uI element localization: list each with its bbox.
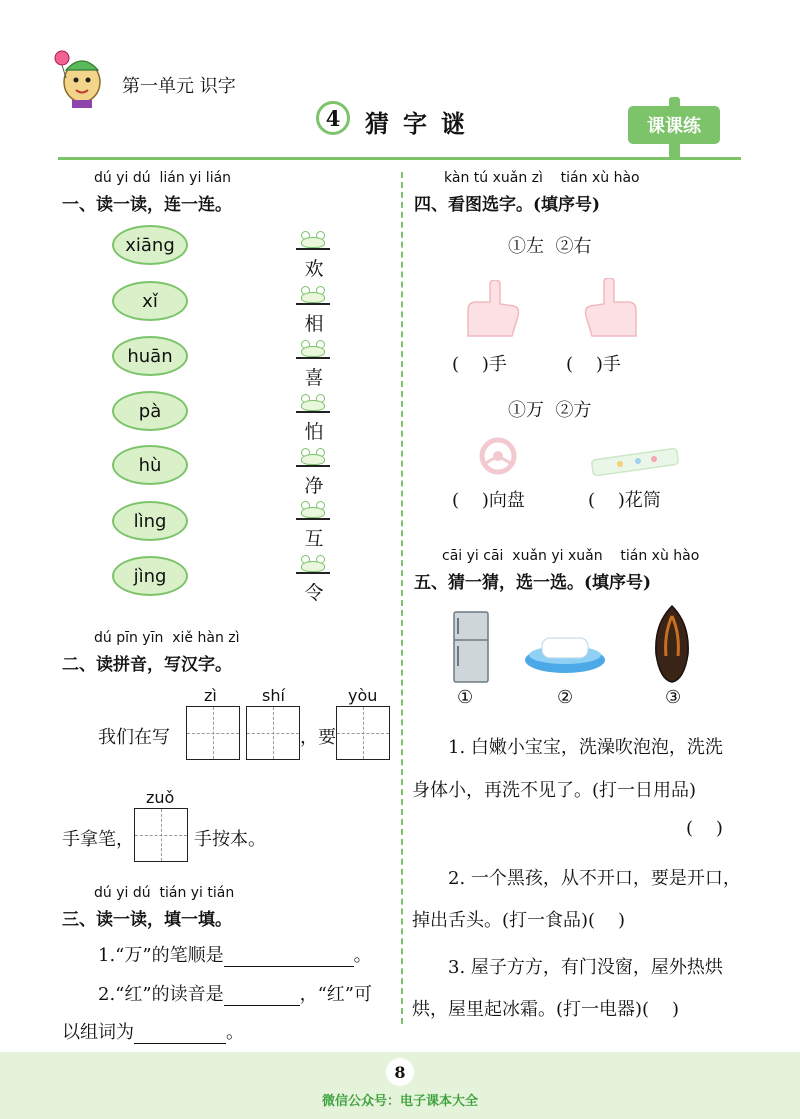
- section2-heading: 二、读拼音，写汉字。: [62, 655, 232, 675]
- frog-icon: [296, 284, 330, 306]
- frog-icon: [296, 392, 330, 414]
- column-divider: [401, 172, 403, 1024]
- picture-label: ②: [557, 687, 574, 708]
- answer-blank[interactable]: [134, 1026, 226, 1044]
- pinyin-hint: shí: [262, 686, 285, 705]
- fill-blank[interactable]: ( )花筒: [588, 490, 661, 511]
- right-hand-icon: [580, 278, 644, 342]
- riddle-text: 掉出舌头。(打一食品)( ): [412, 910, 625, 931]
- riddle-text: 1. 白嫩小宝宝，洗澡吹泡泡，洗洗: [448, 737, 723, 758]
- kaleidoscope-icon: [590, 446, 682, 476]
- lesson-number: 4: [316, 101, 350, 135]
- lesson-badge: 课课练: [628, 106, 720, 144]
- writing-box[interactable]: [134, 808, 188, 862]
- frog-icon: [296, 499, 330, 521]
- riddle-text: 身体小，再洗不见了。(打一日用品): [412, 780, 697, 801]
- left-hand-icon: [460, 280, 524, 342]
- frog-icon: [296, 229, 330, 251]
- pinyin-leaf[interactable]: lìng: [112, 501, 188, 541]
- section2-pinyin: dú pīn yīn xiě hàn zì: [94, 630, 240, 646]
- riddle-text: 烘，屋里起冰霜。(打一电器)( ): [412, 999, 679, 1020]
- unit-title: 第一单元 识字: [122, 76, 236, 97]
- character-option[interactable]: 喜: [304, 367, 324, 389]
- fill-blank[interactable]: ( )手: [452, 354, 507, 375]
- soap-icon: [522, 628, 608, 676]
- option-list: ①万 ②方: [508, 400, 592, 421]
- section5-pinyin: cāi yi cāi xuǎn yi xuǎn tián xù hào: [442, 548, 700, 564]
- page-number: 8: [386, 1058, 414, 1086]
- header-divider: [58, 157, 741, 160]
- lesson-title: 猜字谜: [365, 109, 479, 138]
- character-option[interactable]: 令: [304, 582, 324, 604]
- pinyin-leaf[interactable]: hù: [112, 445, 188, 485]
- pinyin-hint: zuǒ: [146, 788, 175, 807]
- sunflower-seed-icon: [650, 604, 694, 684]
- mascot-icon: [52, 48, 108, 110]
- frog-icon: [296, 338, 330, 360]
- pinyin-leaf[interactable]: jìng: [112, 556, 188, 596]
- fill-blank[interactable]: ( )向盘: [452, 490, 525, 511]
- section3-pinyin: dú yi dú tián yi tián: [94, 885, 235, 901]
- riddle-text: 2. 一个黑孩，从不开口，要是开口，: [448, 868, 741, 889]
- pinyin-leaf[interactable]: huān: [112, 336, 188, 376]
- section1-heading: 一、读一读，连一连。: [62, 195, 232, 215]
- sentence-text: 我们在写: [98, 727, 170, 748]
- section5-heading: 五、猜一猜，选一选。(填序号): [414, 573, 652, 593]
- sentence-text: ，要: [300, 727, 336, 748]
- steering-wheel-icon: [474, 436, 524, 480]
- character-option[interactable]: 怕: [304, 421, 324, 443]
- answer-blank[interactable]: [224, 988, 300, 1006]
- riddle-text: 3. 屋子方方，有门没窗，屋外热烘: [448, 957, 723, 978]
- sentence-text: 手拿笔，: [62, 829, 134, 850]
- answer-blank[interactable]: [224, 949, 354, 967]
- footer-text: 微信公众号：电子课本大全: [321, 1094, 478, 1109]
- refrigerator-icon: [452, 610, 490, 684]
- pinyin-hint: yòu: [348, 686, 378, 705]
- sentence-text: 手按本。: [194, 829, 266, 850]
- pinyin-hint: zì: [204, 686, 217, 705]
- character-option[interactable]: 净: [304, 475, 324, 497]
- picture-label: ③: [665, 687, 682, 708]
- pinyin-leaf[interactable]: pà: [112, 391, 188, 431]
- frog-icon: [296, 446, 330, 468]
- pinyin-leaf[interactable]: xǐ: [112, 281, 188, 321]
- writing-box[interactable]: [186, 706, 240, 760]
- fill-blank[interactable]: ( ): [686, 818, 723, 839]
- section4-pinyin: kàn tú xuǎn zì tián xù hào: [444, 170, 640, 186]
- section3-heading: 三、读一读，填一填。: [62, 910, 232, 930]
- question-text: 2.“红”的读音是 ，“红”可: [98, 984, 372, 1005]
- fill-blank[interactable]: ( )手: [566, 354, 621, 375]
- writing-box[interactable]: [246, 706, 300, 760]
- writing-box[interactable]: [336, 706, 390, 760]
- option-list: ①左 ②右: [508, 236, 592, 257]
- pinyin-leaf[interactable]: xiāng: [112, 225, 188, 265]
- character-option[interactable]: 相: [304, 313, 324, 335]
- question-text: 以组词为 。: [62, 1022, 244, 1043]
- section1-pinyin: dú yi dú lián yi lián: [94, 170, 232, 186]
- character-option[interactable]: 互: [304, 528, 324, 550]
- question-text: 1.“万”的笔顺是 。: [98, 945, 372, 966]
- character-option[interactable]: 欢: [304, 258, 324, 280]
- frog-icon: [296, 553, 330, 575]
- section4-heading: 四、看图选字。(填序号): [414, 195, 601, 215]
- picture-label: ①: [457, 687, 474, 708]
